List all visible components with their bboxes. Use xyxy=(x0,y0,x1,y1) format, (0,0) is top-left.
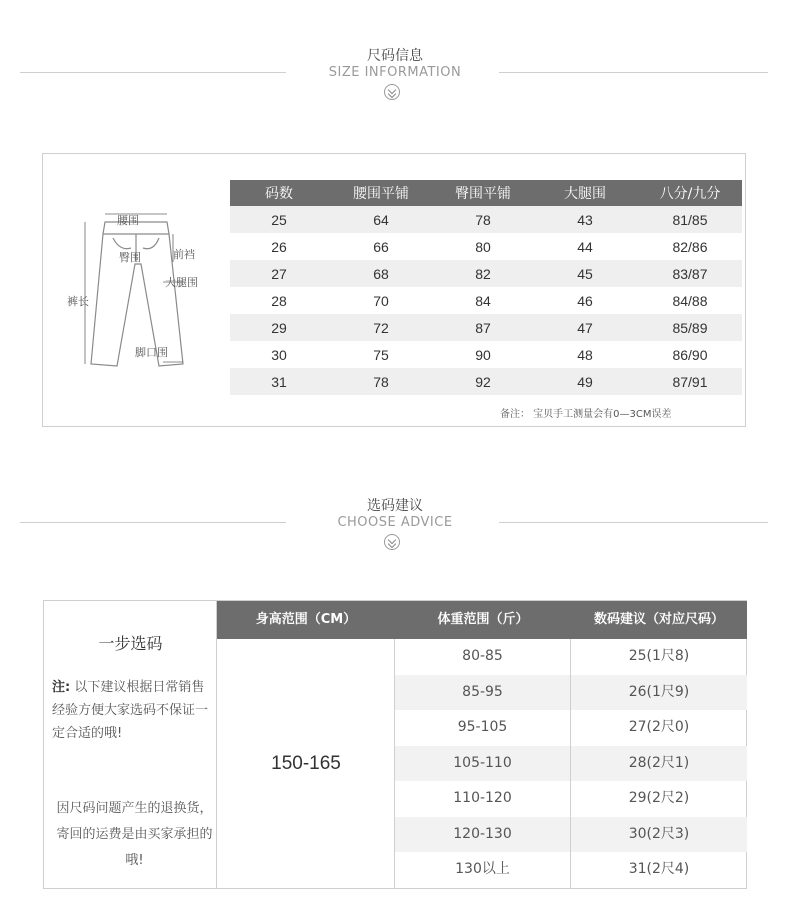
table-row xyxy=(230,206,742,233)
col-hip: 臀围平铺 xyxy=(434,180,532,206)
size-cell: 25(1尺8) xyxy=(628,648,690,664)
table-row xyxy=(395,639,747,675)
cell: 82/86 xyxy=(638,233,742,260)
cell: 78 xyxy=(328,368,434,395)
cell: 83/87 xyxy=(638,260,742,287)
chevron-down-icon xyxy=(384,534,400,550)
cell: 43 xyxy=(532,206,638,233)
cell: 84/88 xyxy=(638,287,742,314)
cell: 78 xyxy=(434,206,532,233)
weight-cell: 95-105 xyxy=(395,710,571,746)
cell: 87/91 xyxy=(638,368,742,395)
chevron-down-icon xyxy=(384,84,400,100)
cell: 46 xyxy=(532,287,638,314)
col-size-advice: 数码建议（对应尺码） xyxy=(593,612,724,627)
cell: 66 xyxy=(328,233,434,260)
cell: 75 xyxy=(328,341,434,368)
table-row xyxy=(395,675,747,711)
label-leg-opening: 脚口围 xyxy=(135,346,168,359)
size-cell: 26(1尺9) xyxy=(628,683,690,700)
size-cell: 29(2尺2) xyxy=(628,790,690,806)
cell: 25 xyxy=(230,206,328,233)
note-label: 注: xyxy=(52,680,71,695)
label-thigh: 大腿围 xyxy=(165,276,198,289)
weight-cell: 120-130 xyxy=(395,817,571,853)
label-hip: 臀围 xyxy=(119,251,141,264)
label-waist: 腰围 xyxy=(117,214,139,227)
advice-note xyxy=(52,676,217,745)
cell: 26 xyxy=(230,233,328,260)
col-size: 码数 xyxy=(230,180,328,206)
height-range-cell xyxy=(217,639,395,888)
size-cell: 27(2尺0) xyxy=(628,719,690,735)
note-text: 以下建议根据日常销售经验方便大家选码不保证一定合适的哦! xyxy=(52,680,209,741)
cell: 44 xyxy=(532,233,638,260)
measurement-note: 备注： 宝贝手工测量会有0—3CM误差 xyxy=(500,409,672,420)
table-row xyxy=(395,746,747,782)
table-row xyxy=(230,368,742,395)
col-thigh: 大腿围 xyxy=(532,180,638,206)
size-cell: 30(2尺3) xyxy=(628,825,690,842)
size-advice-table xyxy=(43,600,747,889)
cell: 92 xyxy=(434,368,532,395)
section-title-en: SIZE INFORMATION xyxy=(328,65,462,80)
cell: 85/89 xyxy=(638,314,742,341)
advice-rows xyxy=(395,639,747,888)
cell: 70 xyxy=(328,287,434,314)
section-title-cn: 选码建议 xyxy=(367,498,423,514)
cell: 27 xyxy=(230,260,328,287)
cell: 64 xyxy=(328,206,434,233)
height-range-value: 150-165 xyxy=(271,753,341,774)
size-info-header xyxy=(0,0,790,110)
size-cell: 31(2尺4) xyxy=(628,861,690,877)
table-row xyxy=(395,852,747,888)
cell: 72 xyxy=(328,314,434,341)
size-cell: 28(2尺1) xyxy=(628,754,690,771)
size-info-panel xyxy=(42,153,746,427)
section-title-cn: 尺码信息 xyxy=(367,48,423,64)
cell: 80 xyxy=(434,233,532,260)
advice-table-header xyxy=(217,601,747,639)
table-row xyxy=(230,260,742,287)
table-row xyxy=(230,233,742,260)
col-height-range: 身高范围（CM） xyxy=(255,612,357,627)
cell: 48 xyxy=(532,341,638,368)
size-table xyxy=(230,180,742,395)
label-length: 裤长 xyxy=(67,295,89,308)
section-title-en: CHOOSE ADVICE xyxy=(337,515,453,530)
table-row xyxy=(230,314,742,341)
weight-cell: 85-95 xyxy=(395,675,571,711)
cell: 45 xyxy=(532,260,638,287)
size-table-header xyxy=(230,180,742,206)
cell: 28 xyxy=(230,287,328,314)
cell: 49 xyxy=(532,368,638,395)
cell: 47 xyxy=(532,314,638,341)
weight-cell: 105-110 xyxy=(395,746,571,782)
cell: 29 xyxy=(230,314,328,341)
col-length: 八分/九分 xyxy=(638,180,742,206)
weight-cell: 80-85 xyxy=(395,639,571,675)
pants-diagram xyxy=(63,204,213,379)
cell: 86/90 xyxy=(638,341,742,368)
cell: 87 xyxy=(434,314,532,341)
cell: 31 xyxy=(230,368,328,395)
cell: 82 xyxy=(434,260,532,287)
col-waist: 腰围平铺 xyxy=(328,180,434,206)
table-row xyxy=(230,341,742,368)
advice-title: 一步选码 xyxy=(98,634,163,653)
advice-notes-column xyxy=(44,601,217,888)
weight-cell: 130以上 xyxy=(395,852,571,888)
cell: 90 xyxy=(434,341,532,368)
weight-cell: 110-120 xyxy=(395,781,571,817)
cell: 68 xyxy=(328,260,434,287)
table-row xyxy=(395,817,747,853)
label-front-rise: 前裆 xyxy=(173,248,195,261)
table-row xyxy=(230,287,742,314)
cell: 84 xyxy=(434,287,532,314)
return-policy-note: 因尺码问题产生的退换货，寄回的运费是由买家承担的哦! xyxy=(56,801,213,868)
cell: 81/85 xyxy=(638,206,742,233)
table-row xyxy=(395,781,747,817)
cell: 30 xyxy=(230,341,328,368)
col-weight-range: 体重范围（斤） xyxy=(437,612,529,627)
table-row xyxy=(395,710,747,746)
choose-advice-header xyxy=(0,450,790,560)
